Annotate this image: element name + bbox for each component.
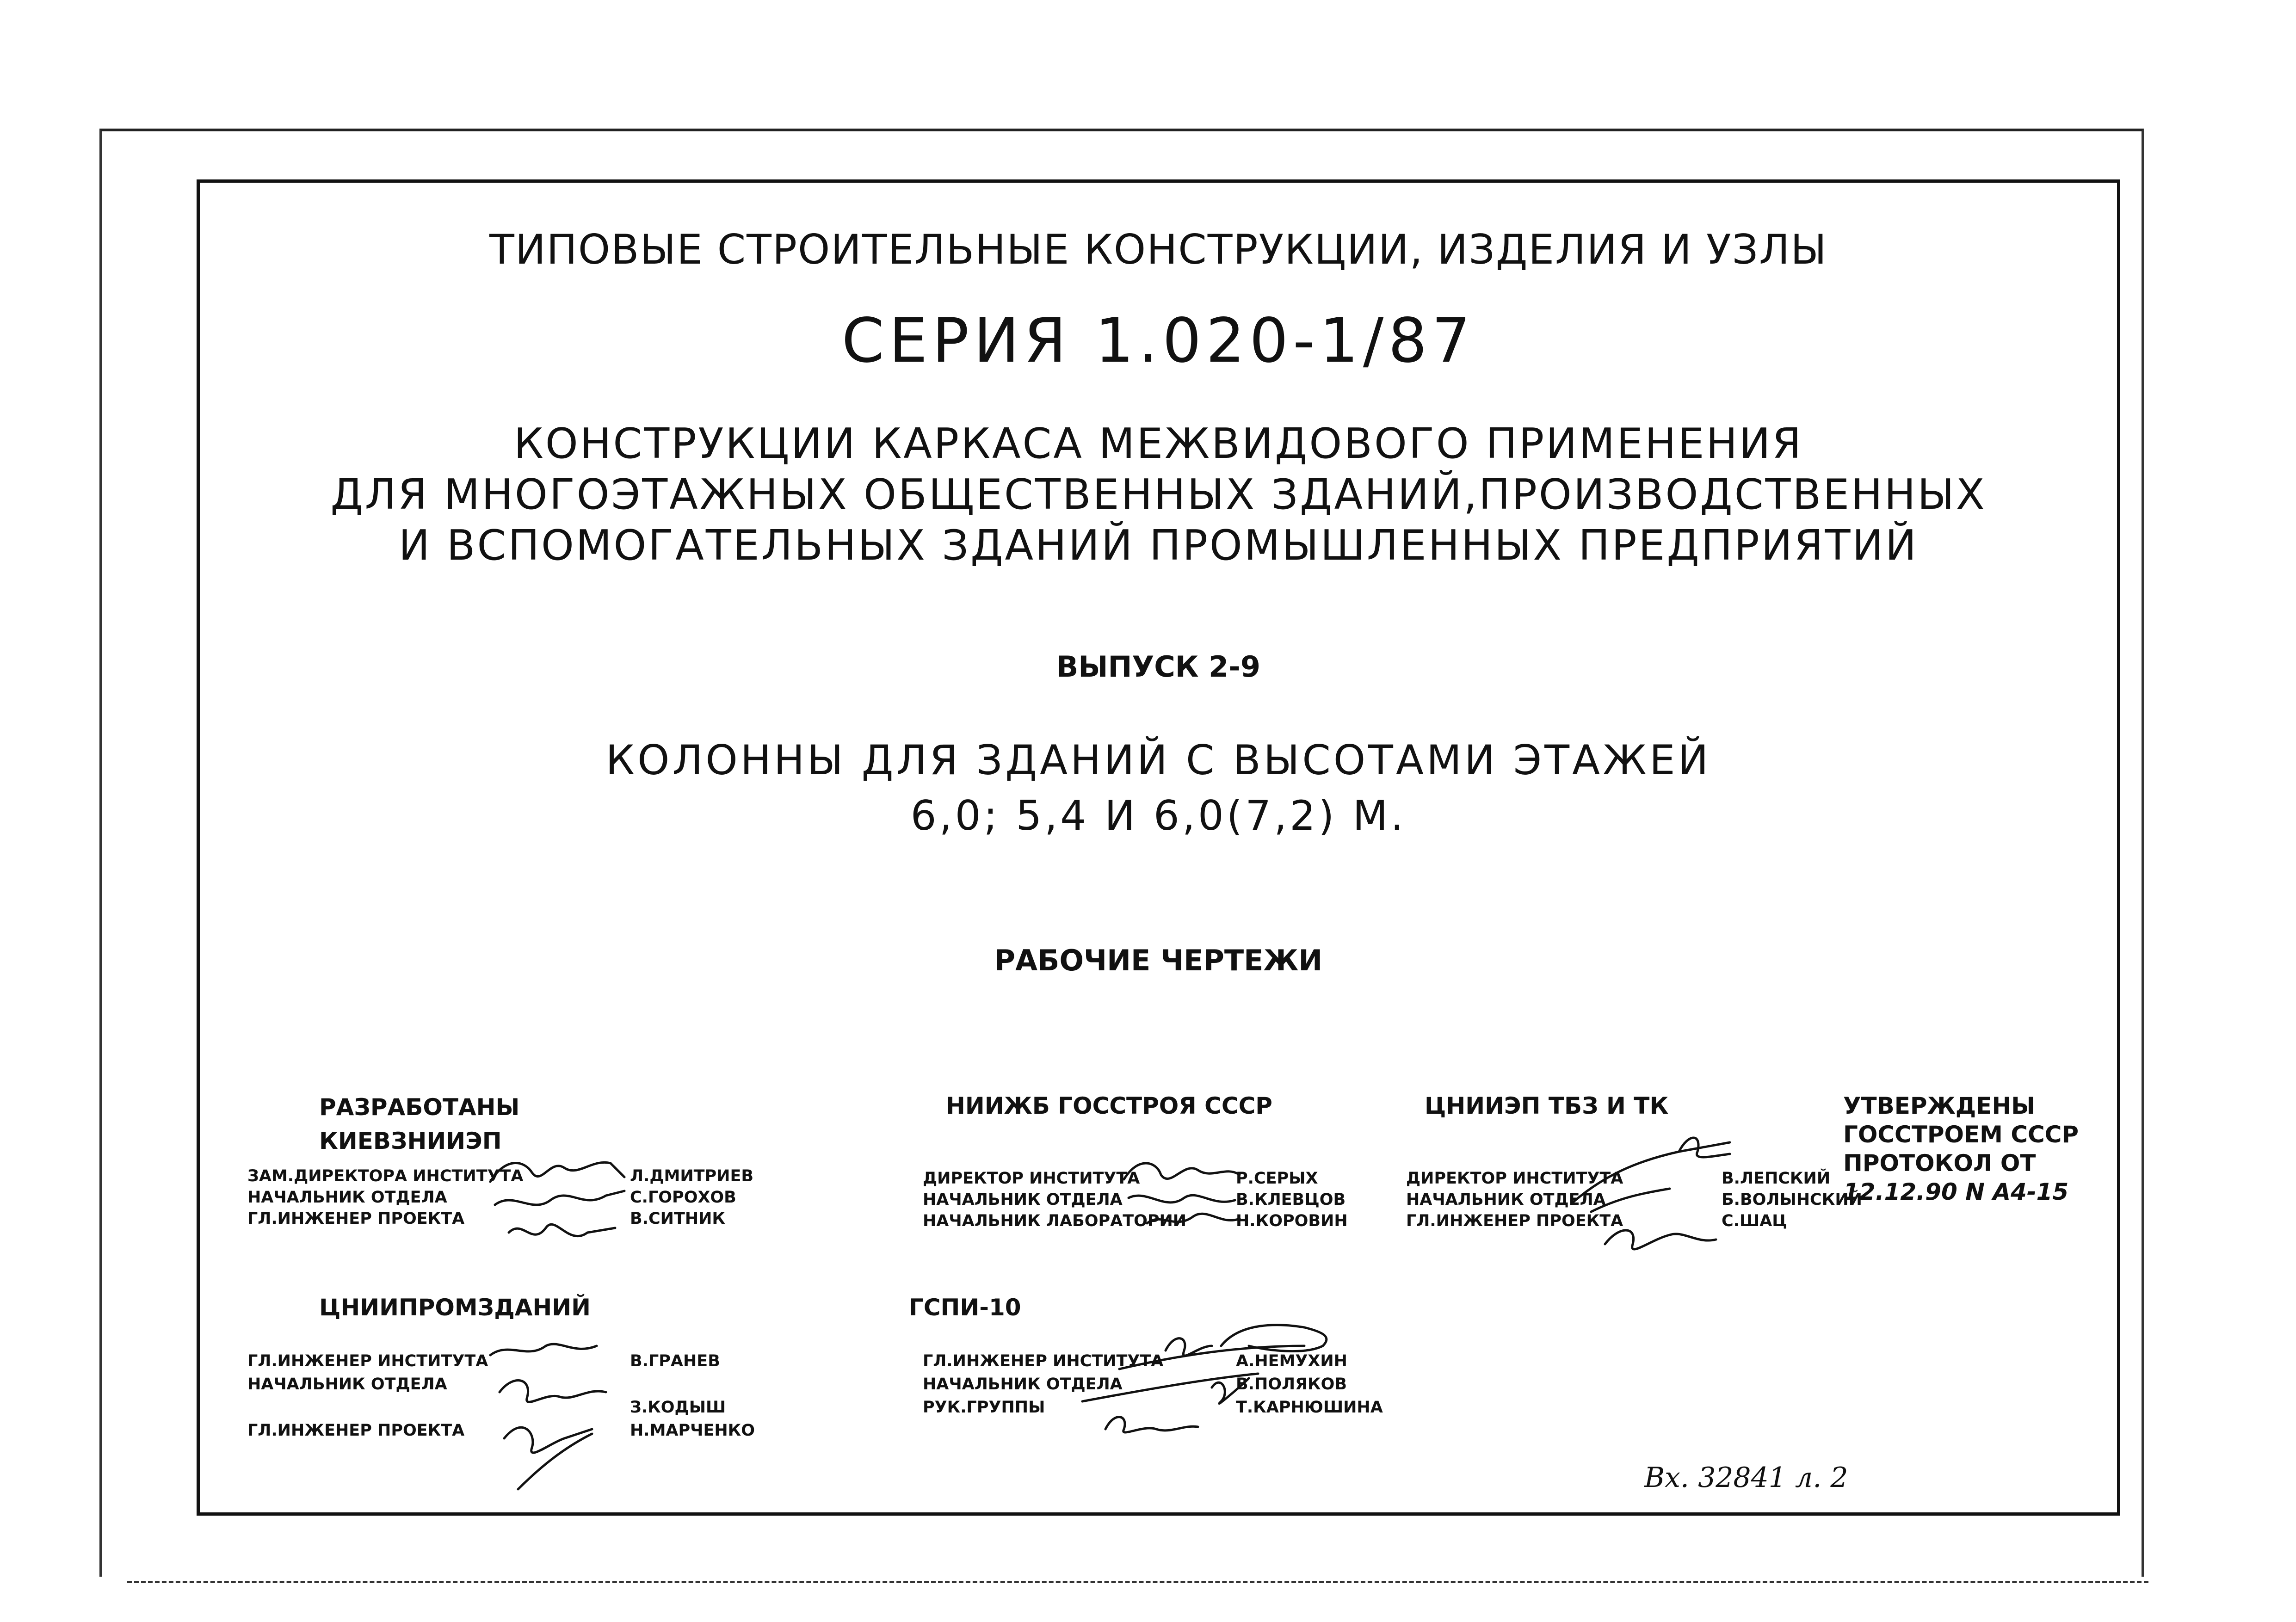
person-name: С.ГОРОХОВ xyxy=(630,1188,736,1207)
volume-title-line-1: КОЛОННЫ ДЛЯ ЗДАНИЙ С ВЫСОТАМИ ЭТАЖЕЙ xyxy=(605,736,1711,784)
role: НАЧАЛЬНИК ОТДЕЛА xyxy=(1406,1190,1606,1209)
names-tsniipromzdaniy xyxy=(630,1350,755,1442)
series-title: СЕРИЯ 1.020-1/87 xyxy=(841,305,1475,376)
subject-line-3: И ВСПОМОГАТЕЛЬНЫХ ЗДАНИЙ ПРОМЫШЛЕННЫХ ПРЕДПРИЯТИЙ xyxy=(398,521,1919,570)
developers-label: РАЗРАБОТАНЫ xyxy=(319,1094,520,1121)
role: ГЛ.ИНЖЕНЕР ИНСТИТУТА xyxy=(247,1352,488,1370)
role: ЗАМ.ДИРЕКТОРА ИНСТИТУТА xyxy=(247,1167,524,1185)
bottom-rule xyxy=(127,1581,2148,1583)
person-name: В.СИТНИК xyxy=(630,1209,726,1228)
person-name: Б.ВОЛЫНСКИЙ xyxy=(1722,1190,1862,1209)
role: ГЛ.ИНЖЕНЕР ПРОЕКТА xyxy=(1406,1212,1623,1230)
person-name: Р.СЕРЫХ xyxy=(1236,1169,1318,1188)
role: НАЧАЛЬНИК ОТДЕЛА xyxy=(923,1190,1123,1209)
subject-line-1: КОНСТРУКЦИИ КАРКАСА МЕЖВИДОВОГО ПРИМЕНЕНИЯ xyxy=(513,419,1803,468)
names-tsniiep xyxy=(1722,1168,1862,1232)
role: ДИРЕКТОР ИНСТИТУТА xyxy=(1406,1169,1623,1188)
approval-body: ГОССТРОЕМ СССР xyxy=(1843,1121,2079,1148)
person-name: В.ПОЛЯКОВ xyxy=(1236,1375,1347,1394)
person-name: Н.КОРОВИН xyxy=(1236,1212,1348,1230)
role: НАЧАЛЬНИК ОТДЕЛА xyxy=(247,1188,447,1207)
signature-tsniiep xyxy=(1563,1124,1739,1263)
issue-number: ВЫПУСК 2-9 xyxy=(1056,650,1260,684)
person-name: Т.КАРНЮШИНА xyxy=(1236,1398,1383,1417)
role: ДИРЕКТОР ИНСТИТУТА xyxy=(923,1169,1140,1188)
person-name: С.ШАЦ xyxy=(1722,1212,1787,1230)
names-gspi10 xyxy=(1236,1350,1383,1419)
role: НАЧАЛЬНИК ОТДЕЛА xyxy=(923,1375,1123,1394)
role: НАЧАЛЬНИК ОТДЕЛА xyxy=(247,1375,447,1394)
org-tsniiep: ЦНИИЭП ТБЗ И ТК xyxy=(1425,1092,1669,1119)
person-name: В.ГРАНЕВ xyxy=(630,1352,720,1370)
protocol-label: ПРОТОКОЛ ОТ xyxy=(1843,1150,2036,1177)
approval-label: УТВЕРЖДЕНЫ xyxy=(1843,1092,2036,1119)
signature-kievzniiep xyxy=(481,1140,634,1260)
org-gspi10: ГСПИ-10 xyxy=(909,1294,1021,1321)
org-tsniipromzdaniy: ЦНИИПРОМЗДАНИЙ xyxy=(319,1294,591,1321)
person-name: Л.ДМИТРИЕВ xyxy=(630,1167,754,1185)
role: ГЛ.ИНЖЕНЕР ПРОЕКТА xyxy=(247,1421,465,1440)
roles-tsniipromzdaniy xyxy=(247,1350,488,1442)
names-niizhb xyxy=(1236,1168,1348,1232)
person-name: А.НЕМУХИН xyxy=(1236,1352,1347,1370)
header-line: ТИПОВЫЕ СТРОИТЕЛЬНЫЕ КОНСТРУКЦИИ, ИЗДЕЛИЯ И УЗЛЫ xyxy=(489,226,1827,273)
signature-tsniipromzdaniy xyxy=(481,1337,620,1503)
subject-line-2: ДЛЯ МНОГОЭТАЖНЫХ ОБЩЕСТВЕННЫХ ЗДАНИЙ,ПРОИЗВОДСТВЕННЫХ xyxy=(330,470,1987,519)
role: ГЛ.ИНЖЕНЕР ИНСТИТУТА xyxy=(923,1352,1164,1370)
registration-stamp: Вх. 32841 л. 2 xyxy=(1644,1462,1848,1494)
org-niizhb: НИИЖБ ГОССТРОЯ СССР xyxy=(946,1092,1272,1119)
person-name: З.КОДЫШ xyxy=(630,1398,726,1417)
signature-niizhb xyxy=(1119,1147,1244,1240)
protocol-value: 12.12.90 N А4-15 xyxy=(1843,1178,2069,1205)
role: РУК.ГРУППЫ xyxy=(923,1398,1045,1417)
names-kievzniiep xyxy=(630,1166,753,1229)
person-name: В.КЛЕВЦОВ xyxy=(1236,1190,1346,1209)
org-kievzniiep: КИЕВЗНИИЭП xyxy=(319,1128,502,1154)
volume-title-line-2: 6,0; 5,4 И 6,0(7,2) М. xyxy=(910,792,1407,839)
role: НАЧАЛЬНИК ЛАБОРАТОРИИ xyxy=(923,1212,1187,1230)
person-name: Н.МАРЧЕНКО xyxy=(630,1421,755,1440)
role: ГЛ.ИНЖЕНЕР ПРОЕКТА xyxy=(247,1209,465,1228)
document-type: РАБОЧИЕ ЧЕРТЕЖИ xyxy=(994,944,1323,977)
person-name: В.ЛЕПСКИЙ xyxy=(1722,1169,1831,1188)
approval-block xyxy=(1843,1092,2079,1206)
